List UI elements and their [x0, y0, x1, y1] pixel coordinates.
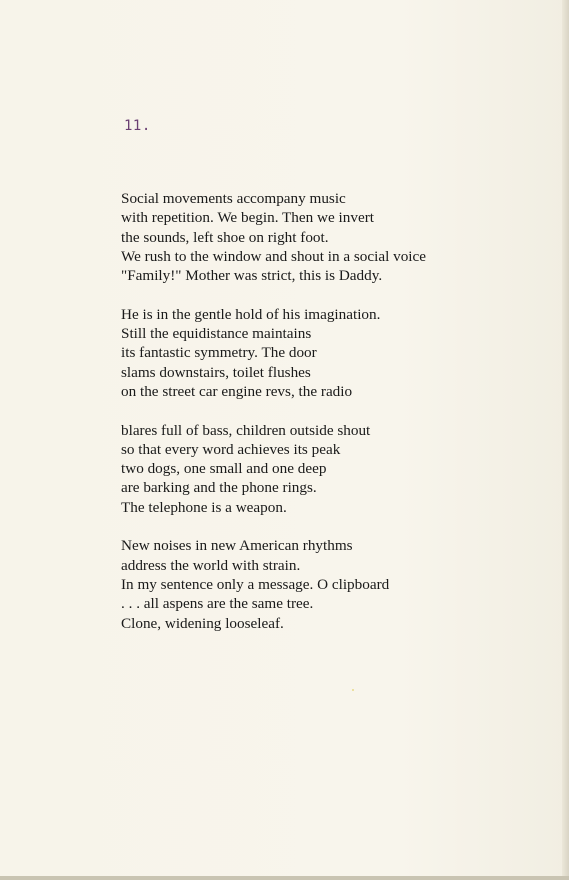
- poem-line: In my sentence only a message. O clipboard: [121, 575, 390, 593]
- stanza-break: [121, 517, 521, 536]
- poem-line: address the world with strain.: [121, 556, 301, 574]
- poem-line: slams downstairs, toilet flushes: [121, 363, 311, 381]
- stanza-break: [121, 401, 521, 420]
- stanza-break: [121, 285, 521, 304]
- stanza-4: [121, 536, 521, 632]
- paper-speck: [352, 689, 354, 691]
- poem-line: so that every word achieves its peak: [121, 440, 341, 458]
- page-bottom-edge: [0, 876, 569, 880]
- poem-line: We rush to the window and shout in a social voice: [121, 247, 426, 265]
- poem-line: blares full of bass, children outside shout: [121, 421, 371, 439]
- poem-line: "Family!" Mother was strict, this is Daddy.: [121, 267, 383, 285]
- stanza-3: [121, 421, 521, 517]
- poem: [121, 189, 521, 633]
- poem-line: Clone, widening looseleaf.: [121, 614, 284, 632]
- poem-line: with repetition. We begin. Then we invert: [121, 209, 374, 227]
- poem-line: its fantastic symmetry. The door: [121, 344, 317, 362]
- poem-line: two dogs, one small and one deep: [121, 460, 327, 478]
- poem-line: are barking and the phone rings.: [121, 479, 317, 497]
- page-edge-shadow: [562, 0, 569, 880]
- stanza-1: [121, 189, 521, 285]
- poem-line: Still the equidistance maintains: [121, 325, 312, 343]
- poem-line: Social movements accompany music: [121, 190, 346, 207]
- poem-line: . . . all aspens are the same tree.: [121, 595, 314, 613]
- stanza-2: [121, 305, 521, 401]
- poem-line: He is in the gentle hold of his imagination.: [121, 305, 381, 323]
- poem-line: New noises in new American rhythms: [121, 537, 353, 555]
- page-number: 11.: [124, 118, 151, 134]
- poem-line: the sounds, left shoe on right foot.: [121, 228, 329, 246]
- poem-line: on the street car engine revs, the radio: [121, 382, 353, 400]
- poem-line: The telephone is a weapon.: [121, 498, 287, 516]
